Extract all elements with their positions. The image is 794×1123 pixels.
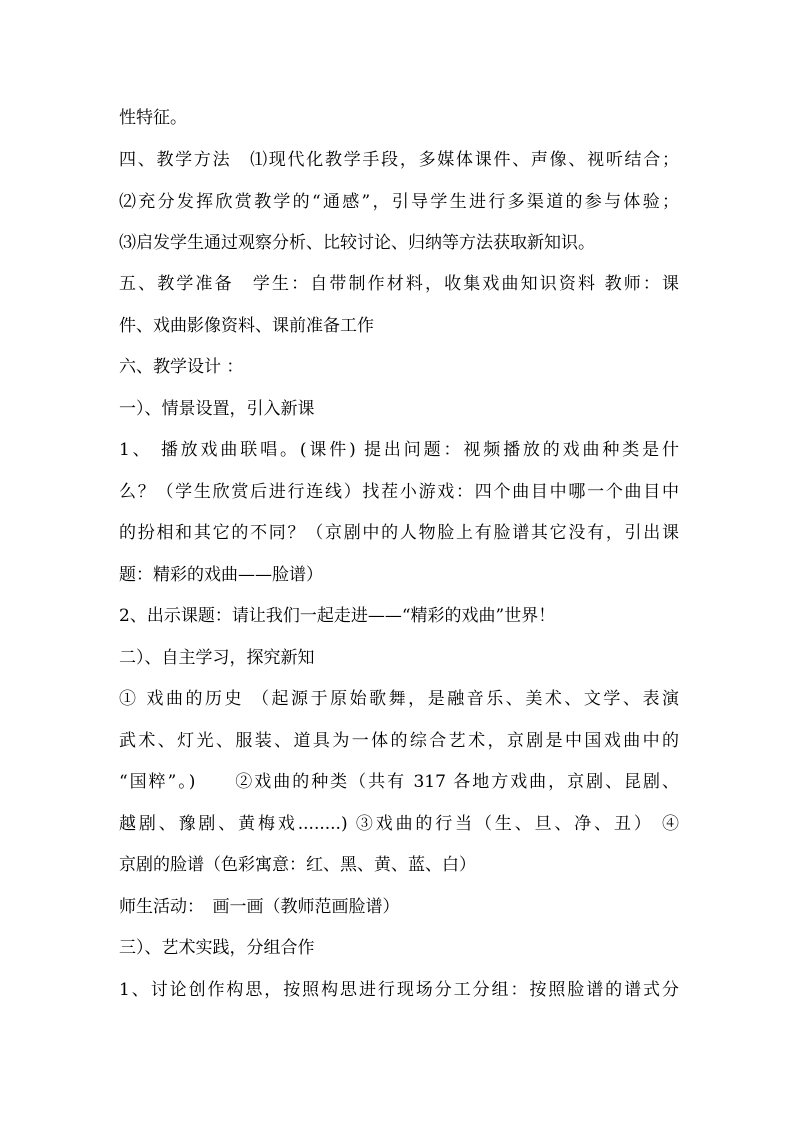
text-line: 件、戏曲影像资料、课前准备工作: [119, 316, 374, 336]
section-heading-teaching-design: 六、教学设计 ：: [119, 357, 244, 377]
section-heading-teaching-preparation: 五、教学准备 学生：自带制作材料，收集戏曲知识资料 教师：课: [119, 274, 679, 294]
text-line: ⑵充分发挥欣赏教学的“通感”，引导学生进行多渠道的参与体验；: [119, 192, 679, 212]
text-line: 性特征。: [119, 108, 187, 128]
text-line: 题：精彩的戏曲——脸谱）: [119, 565, 323, 585]
text-line: “国粹”。) ②戏曲的种类（共有 317 各地方戏曲，京剧、昆剧、: [119, 772, 679, 792]
text-line: 京剧的脸谱（色彩寓意：红、黑、黄、蓝、白）: [119, 855, 476, 875]
section-heading-teaching-method: 四、教学方法 ⑴现代化教学手段，多媒体课件、声像、视听结合；: [119, 150, 679, 170]
text-line: 么？（学生欣赏后进行连线）找茬小游戏：四个曲目中哪一个曲目中: [119, 482, 679, 502]
text-line: 1、 播放戏曲联唱。(课件) 提出问题：视频播放的戏曲种类是什: [119, 440, 679, 460]
text-line: 的扮相和其它的不同？（京剧中的人物脸上有脸谱其它没有，引出课: [119, 523, 679, 543]
subsection-heading: 一）、情景设置，引入新课: [119, 399, 315, 419]
text-line: ⑶启发学生通过观察分析、比较讨论、归纳等方法获取新知识。: [119, 233, 595, 253]
text-line: 越剧、豫剧、黄梅戏........) ③戏曲的行当（生、旦、净、丑） ④: [119, 814, 679, 834]
text-line: 2、出示课题：请让我们一起走进——“精彩的戏曲”世界！: [119, 606, 556, 626]
text-line: 1、讨论创作构思，按照构思进行现场分工分组：按照脸谱的谱式分: [119, 980, 679, 1000]
text-line: ① 戏曲的历史 （起源于原始歌舞，是融音乐、美术、文学、表演: [119, 689, 679, 709]
text-line: 师生活动： 画一画（教师范画脸谱）: [119, 897, 400, 917]
subsection-heading: 三）、艺术实践，分组合作: [119, 938, 315, 958]
subsection-heading: 二）、自主学习，探究新知: [119, 648, 315, 668]
text-line: 武术、灯光、服装、道具为一体的综合艺术，京剧是中国戏曲中的: [119, 731, 679, 751]
